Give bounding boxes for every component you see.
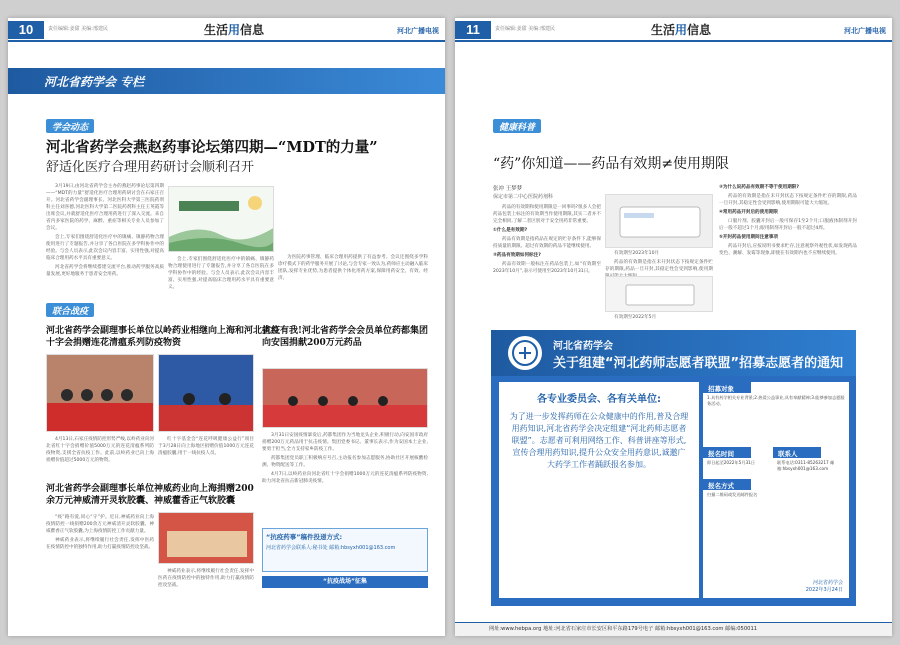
medicine-box-photo-1	[605, 194, 713, 248]
brand: 河北广播电视	[844, 27, 886, 35]
paragraph: 口服片剂、胶囊开封后一般可保存1至2个月;口服液体制剂开封后一般不超过1个月;眼用制剂开封后一般不超过4周。	[719, 219, 857, 231]
section-tag: 健康科普	[493, 119, 541, 133]
question: ①什么是有效期?	[493, 228, 528, 233]
poster-body: 为了进一步发挥药师在公众健康中的作用,普及合理用药知识,河北省药学会决定组建“河北药师志愿者联盟”。志愿者可利用网络工作、科普讲座等形式,宣传合理用药知识,提升公众安全用药意识,诚邀广大药学工作者踊跃报名参加。	[509, 412, 689, 469]
section-tag: 联合战疫	[46, 303, 94, 317]
article1-col1	[46, 183, 164, 293]
article2-col1	[46, 436, 154, 476]
column-b: 用	[228, 23, 241, 37]
box-heading: 报名时间	[703, 447, 751, 458]
donation-photo-1	[46, 354, 154, 432]
header-sub: 责任编辑:姜甜 美编:邢建民	[495, 26, 555, 32]
donation-photo-2	[158, 354, 254, 432]
signature-date: 2022年3月24日	[805, 587, 843, 593]
submission-callout	[262, 528, 428, 572]
poster-letter	[499, 382, 699, 479]
article2-col2	[158, 436, 254, 476]
paragraph: 药品的有效期是指在未开封状态下按规定条件贮存的期限,药品一旦开封,其稳定性会受到影响,使用期	[605, 260, 713, 272]
poster-salutation: 各专业委员会、各有关单位:	[537, 394, 661, 405]
paragraph: 神威药业表示,将继续履行社会责任,发挥中医药在疫情防控中的独特作用,助力打赢疫情防控攻坚战。	[158, 569, 254, 588]
paragraph: 药都集团党员职工积极响应号召,主动报名参加志愿服务,协助社区开展核酸检测、物资配送等工作。	[262, 456, 428, 468]
column-c: 信息	[687, 23, 712, 37]
box-text: 1.具有药学相关专业背景;2.热爱公益事业,具有奉献精神;3.能够参加志愿服务活动。	[707, 395, 845, 407]
paragraph: 药品的有效期是指在未开封状态下按规定条件贮存的期限,药品一旦开封,其稳定性会受到影响,使用期限可能大大缩短。	[719, 194, 857, 206]
article-title: “药”你知道——药品有效期≠使用期限	[493, 156, 730, 172]
box-heading: 联系人	[773, 447, 821, 458]
column-title	[204, 21, 264, 38]
column-title	[651, 21, 711, 38]
poster-left-panel	[499, 382, 699, 598]
medicine-package-image	[606, 277, 713, 312]
paragraph: 药品的有效期和使用期限是一回事吗?很多人会把药品包装上标注的有效期当作使用期限,其实二者并不完全相同,了解二者区别对于安全用药非常重要。	[493, 205, 601, 224]
poster-right-panel	[703, 382, 849, 598]
question: ②药品有效期如何标注?	[493, 253, 541, 258]
header-sub: 责任编辑:姜甜 美编:邢建民	[48, 26, 108, 32]
column-1	[493, 204, 601, 324]
question: ③为什么说药品有效期不等于使用期限?	[719, 185, 800, 190]
paragraph: 药品开封后,应按说明书要求贮存,注意观察外观性状,如发现药品变色、潮解、发霉等现象,即使在有效期内也不应继续使用。	[719, 244, 857, 256]
page-footer: 网址:www.hebpa.org 地址:河北省石家庄市长安区和平东路179号电子 邮箱:hbsyxh001@163.com 邮编:050011	[455, 622, 892, 636]
medicine-box-image	[606, 195, 713, 248]
article1-subtitle: 舒适化医疗合理用药研讨会顺利召开	[46, 160, 255, 175]
paragraph: “疫”路有爱,同心“守”护。近日,神威药业向上海疫情防控一线捐赠200余万元神威清开灵软胶囊、神威藿香正气软胶囊,为上海疫情防控工作贡献力量。	[46, 515, 154, 534]
author: 张冲 王梦梦	[493, 186, 523, 192]
paragraph: 3月19日,由河北省药学会主办的燕赵药事论坛第四期——“MDT的力量”舒适化医疗合理用药研讨会在石家庄召开。河北省药学会副理事长、河北医科大学第三医院药剂科主任刘喜德,河北医科大学第二医院药剂科主任王英霞等出席会议,并就舒适化医疗合理用药进行了深入交流。来自省内多家医院的药学、麻醉、重症等相关专业人员参加了会议。	[46, 184, 164, 231]
poster-header	[491, 330, 856, 376]
paragraph: 药品有效期是指药品在规定的贮存条件下,能够保持质量的期限。超过有效期的药品不能继续使用。	[493, 237, 601, 249]
section-tag: 学会动态	[46, 119, 94, 133]
forum-banner-image	[169, 187, 274, 252]
banner-title: 河北省药学会 专栏	[44, 75, 145, 89]
paragraph: 4月7日,以岭药业向河北省红十字会捐赠1000万元的连花清瘟系列防疫物资,助力河北省抗击新冠肺炎疫情。	[262, 472, 428, 484]
article1-title: 河北省药学会燕赵药事论坛第四期—“MDT的力量”	[46, 139, 378, 156]
article4-title: 河北省药学会副理事长单位神威药业向上海捐赠200余万元神威清开灵软胶囊、神威藿香正气软胶囊	[46, 484, 254, 506]
question: ⑤开封药品使用期间注意事项	[719, 235, 779, 240]
article3-body	[262, 432, 428, 516]
paragraph: 河北省药学会将继续搭建交流平台,推动药学服务高质量发展,更好地服务于患者安全用药。	[46, 265, 164, 277]
column-a: 生活	[651, 23, 676, 37]
callout-body: 河北省药学会联系人:秘书处 邮箱:hbsyxh001@163.com	[266, 545, 396, 551]
column-a: 生活	[204, 23, 229, 37]
column-c: 信息	[240, 23, 265, 37]
box-text: 即日起至2022年5月31日	[707, 460, 755, 465]
box-heading: 报名方式	[703, 479, 751, 490]
article3-photo	[262, 368, 428, 428]
article3-title: 抗疫有我!河北省药学会会员单位药都集团向安国捐献200万元药品	[262, 326, 428, 348]
right-page	[455, 18, 892, 636]
poster-org: 河北省药学会	[553, 341, 613, 352]
association-logo-icon	[505, 333, 545, 373]
paragraph: 药品有效期一般标注在药品包装上,如“有效期至2023年10月”,表示可使用至2023年10月31日。	[493, 262, 601, 274]
article1-col3	[278, 254, 428, 296]
donation-event-image	[263, 369, 428, 428]
brand: 河北广播电视	[397, 27, 439, 35]
column-3	[719, 184, 857, 326]
paragraph: 有效期至2022年5月	[614, 315, 657, 320]
column-banner	[8, 68, 445, 94]
signature-org: 河北省药学会	[812, 580, 843, 586]
paragraph: 有效期至2023年10月	[614, 251, 660, 256]
forum-photo	[168, 186, 274, 252]
box-heading: 招募对象	[703, 382, 751, 393]
box-text: 扫描二维码或发送邮件报名	[707, 491, 758, 497]
poster-title: 关于组建“河北药师志愿者联盟”招募志愿者的通知	[553, 356, 844, 371]
question: ④常用药品开封后的使用期限	[719, 210, 779, 215]
paragraph: 4月13日,石家庄疫情防控形势严峻,以岭药业向河北省红十字会捐赠价值5000万元的连花清瘟系列防疫物资,支援全省抗疫工作。此前,以岭药业已向上海捐赠价值超过5000万元的物资。	[46, 437, 154, 463]
paragraph: 神威药业表示,将继续履行社会责任,发挥中医药在疫情防控中的独特作用,助力打赢疫情防控攻坚战。	[46, 538, 154, 550]
article2-title: 河北省药学会副理事长单位以岭药业相继向上海和河北省红十字会捐赠连花清瘟系列防疫物资	[46, 326, 281, 348]
paragraph: 红十字基金会“连花呼吸健康公益行”项目于3月28日向上海地区捐赠价值1000万元连花清瘟胶囊,用于一线抗疫人员。	[158, 437, 254, 456]
paragraph: 为医院药事管理、临床合理用药提供了有益参考。会议还围绕多学科诊疗模式下的药学服务开展了讨论,与会专家一致认为,药师应主动融入临床团队,发挥专业优势,为患者提供个体化用药方案,保障用药安全、有效、经济。	[278, 255, 428, 281]
page-number: 10	[8, 21, 44, 39]
column-b: 用	[675, 23, 688, 37]
callout-title: “抗疫药事”稿件投递方式:	[266, 533, 343, 541]
left-page	[8, 18, 445, 636]
article1-col2	[168, 256, 274, 296]
poster-signature	[806, 580, 843, 594]
box-signup-time	[703, 447, 773, 475]
page-number: 11	[455, 21, 491, 39]
paragraph: 会上,专家们围绕舒适化医疗中的镇痛、镇静药物合理使用进行了专题报告,并分享了各自医院在多学科协作中的经验。与会人员表示,此次会议内容丰富、实用性强,对提高临床合理用药水平具有重要意义。	[168, 257, 274, 290]
affiliation: 保定市第二中心医院药剂科	[493, 194, 554, 200]
photo2-caption	[605, 314, 713, 324]
medicine-box-photo-2	[605, 276, 713, 312]
callout-footer: “抗疫战场”征集	[262, 576, 428, 588]
box-contact	[773, 447, 845, 475]
paragraph: 会上,专家们围绕舒适化医疗中的镇痛、镇静药物合理使用进行了专题报告,并分享了各自医院在多学科协作中的经验。与会人员表示,此次会议内容丰富、实用性强,对提高临床合理用药水平具有重要意义。	[46, 235, 164, 261]
article4-col1	[46, 514, 154, 614]
left-header	[8, 18, 445, 42]
recruitment-poster	[491, 330, 856, 606]
group-photo-image	[47, 355, 154, 432]
article4-col2	[158, 568, 254, 616]
shipment-photo-image	[159, 513, 254, 564]
ceremony-photo-image	[159, 355, 254, 432]
paragraph: 3月31日安国疫情暴发后,药都集团作为当地龙头企业,积极行动,向安国市政府捐赠200万元药品用于抗击疫情。集团党委书记、董事长表示,作为安国本土企业,要勇于担当,全力支持家乡防疫工作。	[262, 433, 428, 452]
box-row	[703, 447, 849, 475]
box-text: 联系电话:0311-85263217 邮箱:hbsyxh001@163.com	[777, 460, 835, 472]
right-header	[455, 18, 892, 42]
article4-photo	[158, 512, 254, 564]
